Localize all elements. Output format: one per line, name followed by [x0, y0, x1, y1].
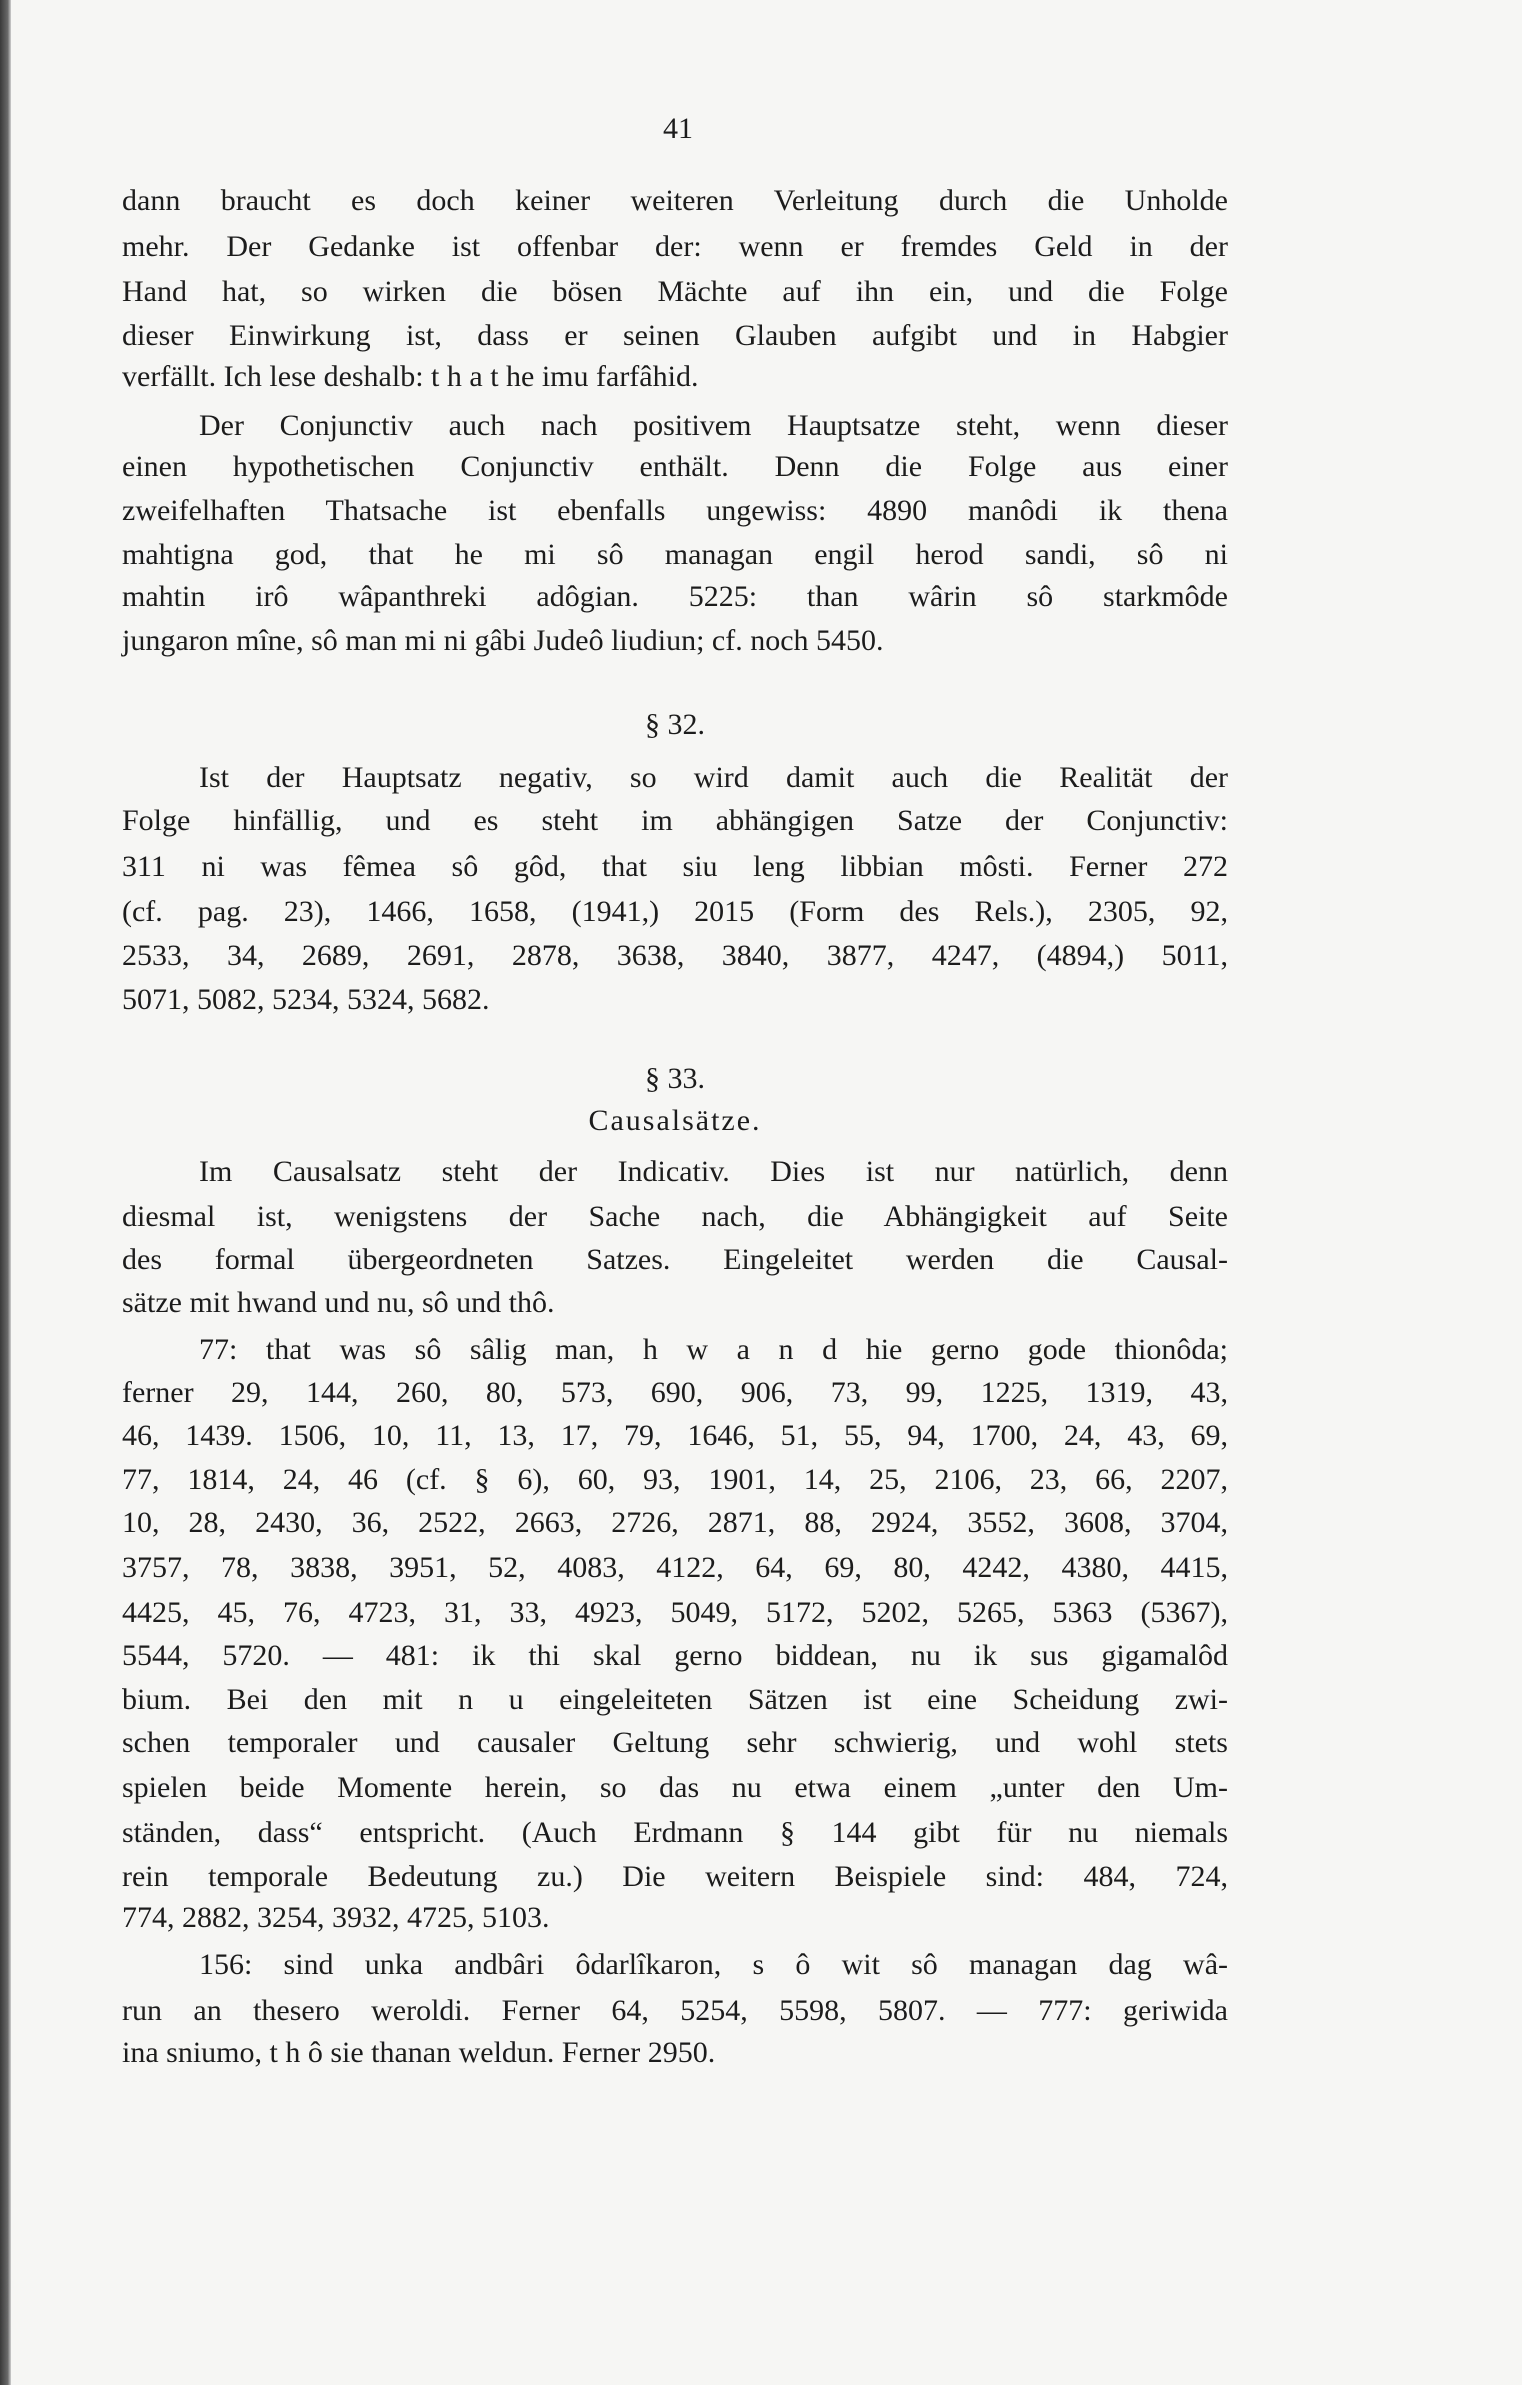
text-line: 4425, 45, 76, 4723, 31, 33, 4923, 5049, 5172, 5202, 5265, 5363 (5367), — [122, 1596, 1228, 1629]
text-line: rein temporale Bedeutung zu.) Die weitern Beispiele sind: 484, 724, — [122, 1860, 1228, 1893]
text-line: Hand hat, so wirken die bösen Mächte auf ihn ein, und die Folge — [122, 275, 1228, 308]
text-line: Ist der Hauptsatz negativ, so wird damit auch die Realität der — [199, 761, 1228, 794]
text-line: run an thesero weroldi. Ferner 64, 5254, 5598, 5807. — 777: geriwida — [122, 1994, 1228, 2027]
text-line: 311 ni was fêmea sô gôd, that siu leng libbian môsti. Ferner 272 — [122, 850, 1228, 883]
text-line: ständen, dass“ entspricht. (Auch Erdmann § 144 gibt für nu niemals — [122, 1816, 1228, 1849]
text-line: 77: that was sô sâlig man, h w a n d hie gerno gode thionôda; — [199, 1333, 1228, 1366]
section-title: Causalsätze. — [588, 1104, 762, 1137]
text-line: jungaron mîne, sô man mi ni gâbi Judeô liudiun; cf. noch 5450. — [122, 624, 884, 657]
book-binding-edge — [0, 0, 11, 2385]
text-line: dann braucht es doch keiner weiteren Verleitung durch die Unholde — [122, 184, 1228, 217]
text-line: mahtigna god, that he mi sô managan engil herod sandi, sô ni — [122, 538, 1228, 571]
text-line: mahtin irô wâpanthreki adôgian. 5225: than wârin sô starkmôde — [122, 580, 1228, 613]
text-line: Im Causalsatz steht der Indicativ. Dies ist nur natürlich, denn — [199, 1155, 1228, 1188]
text-line: bium. Bei den mit n u eingeleiteten Sätzen ist eine Scheidung zwi- — [122, 1683, 1228, 1716]
text-line: 10, 28, 2430, 36, 2522, 2663, 2726, 2871, 88, 2924, 3552, 3608, 3704, — [122, 1506, 1228, 1539]
text-line: 77, 1814, 24, 46 (cf. § 6), 60, 93, 1901, 14, 25, 2106, 23, 66, 2207, — [122, 1463, 1228, 1496]
text-line: spielen beide Momente herein, so das nu etwa einem „unter den Um- — [122, 1771, 1228, 1804]
text-line: 2533, 34, 2689, 2691, 2878, 3638, 3840, 3877, 4247, (4894,) 5011, — [122, 939, 1228, 972]
text-line: 774, 2882, 3254, 3932, 4725, 5103. — [122, 1901, 550, 1934]
text-line: Folge hinfällig, und es steht im abhängigen Satze der Conjunctiv: — [122, 804, 1228, 837]
section-heading-33: § 33. — [645, 1062, 705, 1095]
text-line: 5544, 5720. — 481: ik thi skal gerno biddean, nu ik sus gigamalôd — [122, 1639, 1228, 1672]
text-line: 156: sind unka andbâri ôdarlîkaron, s ô wit sô managan dag wâ- — [199, 1948, 1228, 1981]
text-line: einen hypothetischen Conjunctiv enthält. Denn die Folge aus einer — [122, 450, 1228, 483]
text-line: schen temporaler und causaler Geltung sehr schwierig, und wohl stets — [122, 1726, 1228, 1759]
text-line: diesmal ist, wenigstens der Sache nach, die Abhängigkeit auf Seite — [122, 1200, 1228, 1233]
text-line: (cf. pag. 23), 1466, 1658, (1941,) 2015 (Form des Rels.), 2305, 92, — [122, 895, 1228, 928]
text-line: 5071, 5082, 5234, 5324, 5682. — [122, 983, 490, 1016]
text-line: dieser Einwirkung ist, dass er seinen Glauben aufgibt und in Habgier — [122, 319, 1228, 352]
text-line: verfällt. Ich lese deshalb: t h a t he imu farfâhid. — [122, 360, 699, 393]
text-line: 3757, 78, 3838, 3951, 52, 4083, 4122, 64, 69, 80, 4242, 4380, 4415, — [122, 1551, 1228, 1584]
text-line: ferner 29, 144, 260, 80, 573, 690, 906, 73, 99, 1225, 1319, 43, — [122, 1376, 1228, 1409]
page-number: 41 — [663, 112, 693, 145]
text-line: Der Conjunctiv auch nach positivem Hauptsatze steht, wenn dieser — [199, 409, 1228, 442]
text-line: mehr. Der Gedanke ist offenbar der: wenn er fremdes Geld in der — [122, 230, 1228, 263]
text-line: ina sniumo, t h ô sie thanan weldun. Ferner 2950. — [122, 2036, 716, 2069]
section-heading-32: § 32. — [645, 708, 705, 741]
text-line: des formal übergeordneten Satzes. Eingeleitet werden die Causal- — [122, 1243, 1228, 1276]
text-line: sätze mit hwand und nu, sô und thô. — [122, 1286, 555, 1319]
text-line: zweifelhaften Thatsache ist ebenfalls ungewiss: 4890 manôdi ik thena — [122, 494, 1228, 527]
text-line: 46, 1439. 1506, 10, 11, 13, 17, 79, 1646, 51, 55, 94, 1700, 24, 43, 69, — [122, 1419, 1228, 1452]
